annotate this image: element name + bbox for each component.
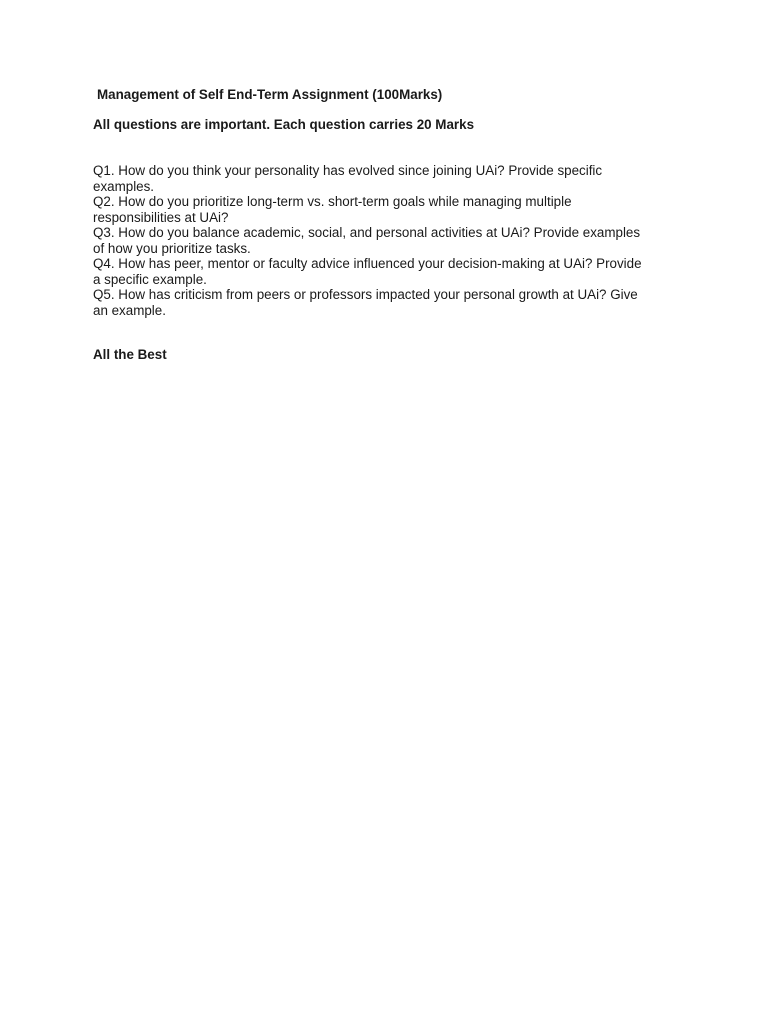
- question-text: Q2. How do you prioritize long-term vs. short-term goals while managing multiple: [93, 194, 572, 209]
- question-item-q4: [93, 256, 693, 287]
- closing-text: All the Best: [93, 347, 167, 362]
- question-item-q1: [93, 163, 693, 194]
- question-text: Q3. How do you balance academic, social, and personal activities at UAi? Provide examples: [93, 225, 641, 240]
- question-text-continued: responsibilities at UAi?: [93, 209, 229, 225]
- question-text-continued: examples.: [93, 178, 155, 194]
- question-text-continued: an example.: [93, 302, 166, 318]
- question-item-q3: [93, 225, 693, 256]
- question-item-q5: [93, 287, 693, 318]
- question-text: Q4. How has peer, mentor or faculty advice influenced your decision-making at UAi? Provide: [93, 256, 642, 271]
- question-item-q2: [93, 194, 693, 225]
- document-title: Management of Self End-Term Assignment (100Marks): [97, 87, 443, 102]
- question-text: Q1. How do you think your personality has evolved since joining UAi? Provide specific: [93, 163, 603, 178]
- question-text: Q5. How has criticism from peers or professors impacted your personal growth at UAi? Give: [93, 287, 638, 302]
- question-text-continued: a specific example.: [93, 271, 207, 287]
- instructions-text: All questions are important. Each question carries 20 Marks: [93, 117, 475, 132]
- question-text-continued: of how you prioritize tasks.: [93, 240, 251, 256]
- question-list: [93, 163, 693, 318]
